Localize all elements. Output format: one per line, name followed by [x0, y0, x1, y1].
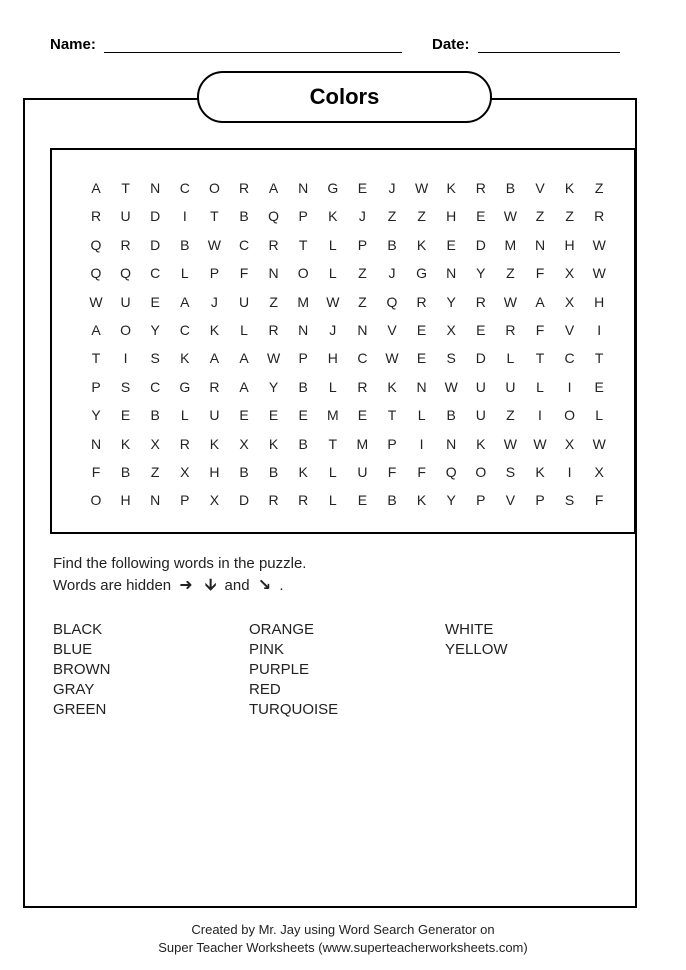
grid-letter[interactable]: V — [387, 322, 397, 338]
grid-letter[interactable]: E — [239, 407, 249, 424]
grid-letter[interactable]: X — [564, 435, 575, 452]
date-field[interactable] — [432, 36, 620, 53]
grid-letter[interactable]: S — [564, 492, 575, 509]
grid-letter[interactable]: Y — [446, 492, 456, 509]
grid-letter[interactable]: Z — [506, 265, 515, 282]
grid-letter[interactable]: U — [475, 378, 486, 395]
word-item: BLACK — [53, 621, 103, 638]
grid-letter[interactable]: D — [150, 236, 161, 253]
grid-letter[interactable]: M — [356, 435, 369, 452]
grid-letter[interactable]: A — [209, 350, 220, 367]
word-item: BLUE — [53, 641, 93, 658]
grid-letter[interactable]: Z — [150, 464, 160, 480]
grid-letter[interactable]: T — [328, 435, 338, 452]
word-item: PINK — [249, 641, 285, 658]
grid-letter[interactable]: W — [207, 236, 221, 253]
grid-letter[interactable]: F — [239, 265, 249, 282]
grid-letter[interactable]: K — [180, 350, 190, 367]
grid-letter[interactable]: R — [268, 236, 279, 253]
grid-letter[interactable]: P — [209, 265, 220, 282]
grid-letter[interactable]: N — [446, 265, 457, 282]
grid-letter[interactable]: K — [476, 435, 486, 452]
word-item: BROWN — [53, 661, 111, 678]
grid-letter[interactable]: N — [298, 180, 309, 196]
grid-letter[interactable]: L — [328, 236, 337, 253]
grid-letter[interactable]: K — [535, 464, 545, 480]
grid-letter[interactable]: C — [238, 236, 250, 253]
grid-letter[interactable]: A — [239, 378, 249, 395]
grid-letter[interactable]: Z — [387, 208, 397, 225]
grid-letter[interactable]: B — [239, 208, 249, 225]
grid-letter[interactable]: K — [268, 435, 279, 452]
grid-letter[interactable]: X — [564, 265, 575, 282]
grid-letter[interactable]: E — [357, 407, 368, 424]
grid-letter[interactable]: F — [535, 322, 545, 338]
page-title: Colors — [309, 84, 380, 109]
grid-letter[interactable]: P — [357, 236, 368, 253]
grid-letter[interactable]: R — [209, 378, 220, 395]
arrow-down-icon: 🡫 — [204, 577, 217, 594]
grid-letter[interactable]: Q — [386, 293, 398, 310]
grid-letter[interactable]: R — [238, 180, 250, 196]
grid-letter[interactable]: Y — [91, 407, 101, 424]
grid-letter[interactable]: W — [592, 236, 606, 253]
grid-letter[interactable]: S — [120, 378, 131, 395]
grid-letter[interactable]: B — [298, 378, 308, 395]
grid-letter[interactable]: B — [180, 236, 190, 253]
grid-letter[interactable]: I — [419, 435, 424, 452]
grid-letter[interactable]: T — [298, 236, 308, 253]
grid-letter[interactable]: S — [505, 464, 516, 480]
grid-letter[interactable]: Z — [506, 407, 515, 424]
grid-letter[interactable]: W — [89, 293, 103, 310]
grid-letter[interactable]: U — [475, 407, 486, 424]
grid-letter[interactable]: K — [416, 236, 427, 253]
grid-letter[interactable]: M — [297, 293, 310, 310]
word-list-column-3 — [445, 620, 508, 660]
grid-letter[interactable]: Z — [358, 265, 367, 282]
grid-letter[interactable]: E — [357, 180, 368, 196]
grid-letter[interactable]: E — [416, 322, 427, 338]
grid-letter[interactable]: U — [120, 208, 131, 225]
name-label: Name: — [50, 36, 96, 53]
grid-letter[interactable]: E — [268, 407, 279, 424]
grid-letter[interactable]: G — [179, 378, 191, 395]
grid-letter[interactable]: I — [182, 208, 187, 225]
grid-letter[interactable]: N — [90, 435, 102, 452]
grid-letter[interactable]: R — [120, 236, 131, 253]
grid-letter[interactable]: X — [239, 435, 249, 452]
grid-letter[interactable]: K — [209, 322, 220, 338]
grid-letter[interactable]: L — [328, 464, 337, 480]
grid-letter[interactable]: C — [150, 265, 161, 282]
grid-letter[interactable]: R — [475, 293, 486, 310]
grid-letter[interactable]: B — [268, 464, 279, 480]
instruction-period: . — [279, 577, 284, 594]
grid-letter[interactable]: H — [564, 236, 575, 253]
grid-letter[interactable]: D — [150, 208, 161, 225]
date-label: Date: — [432, 36, 470, 53]
grid-letter[interactable]: Y — [476, 265, 486, 282]
grid-letter[interactable]: K — [564, 180, 575, 196]
grid-letter[interactable]: H — [209, 464, 220, 480]
grid-letter[interactable]: A — [268, 180, 279, 196]
grid-letter[interactable]: V — [535, 180, 545, 196]
grid-letter[interactable]: R — [268, 322, 279, 338]
grid-letter[interactable]: Y — [150, 322, 160, 338]
grid-letter[interactable]: P — [535, 492, 545, 509]
grid-letter[interactable]: Z — [594, 180, 604, 196]
grid-letter[interactable]: R — [475, 180, 486, 196]
grid-letter[interactable]: Q — [90, 265, 102, 282]
grid-letter[interactable]: G — [327, 180, 339, 196]
word-item: RED — [249, 681, 281, 698]
grid-letter[interactable]: L — [328, 378, 337, 395]
grid-letter[interactable]: N — [357, 322, 368, 338]
grid-letter[interactable]: P — [91, 378, 101, 395]
grid-letter[interactable]: L — [595, 407, 604, 424]
grid-letter[interactable]: W — [592, 265, 606, 282]
grid-letter[interactable]: P — [298, 208, 308, 225]
grid-letter[interactable]: B — [298, 435, 308, 452]
word-item: GRAY — [53, 681, 95, 698]
grid-letter[interactable]: O — [475, 464, 487, 480]
grid-letter[interactable]: U — [357, 464, 368, 480]
grid-letter[interactable]: R — [416, 293, 427, 310]
grid-letter[interactable]: U — [120, 293, 131, 310]
grid-letter[interactable]: G — [416, 265, 428, 282]
word-item: TURQUOISE — [249, 701, 339, 718]
grid-letter[interactable]: O — [90, 492, 102, 509]
title-banner — [197, 71, 492, 123]
grid-letter[interactable]: I — [123, 350, 128, 367]
grid-letter[interactable]: Q — [445, 464, 457, 480]
grid-letter[interactable]: K — [120, 435, 131, 452]
grid-letter[interactable]: T — [594, 350, 604, 367]
grid-letter[interactable]: C — [179, 322, 190, 338]
grid-letter[interactable]: Z — [565, 208, 574, 225]
grid-letter[interactable]: R — [179, 435, 190, 452]
grid-letter[interactable]: B — [239, 464, 249, 480]
grid-letter[interactable]: F — [387, 464, 397, 480]
grid-letter[interactable]: L — [536, 378, 544, 395]
grid-letter[interactable]: W — [444, 378, 458, 395]
grid-letter[interactable]: R — [357, 378, 368, 395]
grid-letter[interactable]: T — [121, 180, 130, 196]
grid-letter[interactable]: O — [297, 265, 309, 282]
grid-letter[interactable]: E — [446, 236, 456, 253]
grid-letter[interactable]: X — [150, 435, 160, 452]
grid-letter[interactable]: F — [535, 265, 545, 282]
grid-letter[interactable]: H — [120, 492, 131, 509]
grid-letter[interactable]: L — [417, 407, 426, 424]
grid-letter[interactable]: H — [327, 350, 338, 367]
grid-letter[interactable]: R — [298, 492, 309, 509]
grid-letter[interactable]: X — [594, 464, 604, 480]
grid-letter[interactable]: B — [150, 407, 160, 424]
grid-letter[interactable]: K — [446, 180, 456, 196]
grid-letter[interactable]: K — [387, 378, 397, 395]
grid-letter[interactable]: Z — [358, 293, 367, 310]
word-item: YELLOW — [445, 641, 508, 658]
grid-letter[interactable]: M — [326, 407, 339, 424]
word-item: WHITE — [445, 621, 494, 638]
grid-letter[interactable]: Z — [417, 208, 426, 225]
name-field[interactable] — [50, 36, 402, 53]
grid-letter[interactable]: L — [180, 265, 189, 282]
word-item: GREEN — [53, 701, 107, 718]
grid-letter[interactable]: C — [357, 350, 368, 367]
grid-letter[interactable]: R — [505, 322, 516, 338]
grid-letter[interactable]: A — [239, 350, 249, 367]
grid-letter[interactable]: K — [328, 208, 338, 225]
grid-letter[interactable]: W — [592, 435, 606, 452]
instruction-and: and — [224, 577, 250, 594]
grid-letter[interactable]: D — [475, 236, 486, 253]
grid-letter[interactable]: I — [567, 378, 572, 395]
word-item: PURPLE — [249, 661, 310, 678]
grid-letter[interactable]: W — [385, 350, 399, 367]
grid-letter[interactable]: E — [476, 208, 486, 225]
grid-letter[interactable]: H — [446, 208, 457, 225]
grid-letter[interactable]: S — [150, 350, 160, 367]
grid-letter[interactable]: R — [594, 208, 605, 225]
date-line[interactable] — [478, 40, 620, 53]
grid-letter[interactable]: P — [387, 435, 397, 452]
grid-letter[interactable]: X — [180, 464, 190, 480]
grid-letter[interactable]: L — [328, 492, 337, 509]
grid-letter[interactable]: N — [150, 492, 161, 509]
grid-letter[interactable]: C — [150, 378, 161, 395]
grid-letter[interactable]: W — [503, 293, 517, 310]
grid-letter[interactable]: B — [387, 236, 397, 253]
grid-letter[interactable]: E — [594, 378, 604, 395]
grid-letter[interactable]: C — [564, 350, 575, 367]
grid-letter[interactable]: H — [594, 293, 605, 310]
grid-letter[interactable]: Y — [268, 378, 279, 395]
footer-credit-line-1: Created by Mr. Jay using Word Search Generator on — [191, 922, 495, 937]
grid-letter[interactable]: B — [446, 407, 456, 424]
grid-letter[interactable]: A — [91, 322, 101, 338]
grid-letter[interactable]: N — [416, 378, 427, 395]
footer-credit-line-2: Super Teacher Worksheets (www.superteacherworksheets.com) — [158, 940, 528, 955]
grid-letter[interactable]: T — [535, 350, 545, 367]
grid-letter[interactable]: T — [91, 350, 101, 367]
arrow-right-icon: ➜ — [179, 577, 193, 594]
grid-letter[interactable]: Q — [120, 265, 132, 282]
instruction-line-1: Find the following words in the puzzle. — [53, 555, 307, 572]
grid-letter[interactable]: E — [416, 350, 427, 367]
grid-letter[interactable]: C — [179, 180, 190, 196]
grid-letter[interactable]: I — [567, 464, 572, 480]
puzzle-box — [50, 148, 636, 534]
grid-letter[interactable]: T — [210, 208, 219, 225]
grid-letter[interactable]: P — [476, 492, 486, 509]
grid-letter[interactable]: B — [120, 464, 131, 480]
word-item: ORANGE — [249, 621, 315, 638]
instruction-line-2 — [53, 574, 284, 601]
grid-letter[interactable]: B — [387, 492, 397, 509]
grid-letter[interactable]: J — [210, 293, 218, 310]
grid-letter[interactable]: L — [240, 322, 248, 338]
grid-letter[interactable]: U — [505, 378, 516, 395]
grid-letter[interactable]: Y — [446, 293, 456, 310]
grid-letter[interactable]: F — [91, 464, 101, 480]
arrow-down-right-icon: ↘ — [257, 577, 272, 594]
grid-letter[interactable]: A — [535, 293, 545, 310]
grid-letter[interactable]: U — [238, 293, 250, 310]
grid-letter[interactable]: E — [150, 293, 160, 310]
grid-letter[interactable]: N — [534, 236, 546, 253]
grid-letter[interactable]: E — [298, 407, 308, 424]
grid-letter[interactable]: W — [503, 435, 517, 452]
instruction-prefix: Words are hidden — [53, 577, 172, 594]
grid-letter[interactable]: U — [209, 407, 220, 424]
grid-letter[interactable]: E — [357, 492, 368, 509]
grid-letter[interactable]: Z — [535, 208, 545, 225]
grid-letter[interactable]: X — [564, 293, 575, 310]
grid-letter[interactable]: W — [266, 350, 281, 367]
grid-letter[interactable]: J — [358, 208, 366, 225]
grid-letter[interactable]: F — [594, 492, 604, 509]
grid-letter[interactable]: O — [208, 180, 220, 196]
grid-letter[interactable]: W — [414, 180, 429, 196]
grid-letter[interactable]: F — [417, 464, 426, 480]
grid-letter[interactable]: W — [533, 435, 547, 452]
grid-letter[interactable]: L — [180, 407, 189, 424]
grid-letter[interactable]: E — [476, 322, 486, 338]
grid-letter[interactable]: A — [180, 293, 190, 310]
name-line[interactable] — [104, 40, 402, 53]
grid-letter[interactable]: R — [268, 492, 279, 509]
grid-letter[interactable]: X — [446, 322, 456, 338]
grid-letter[interactable]: N — [268, 265, 279, 282]
word-list-column-1 — [53, 620, 111, 720]
grid-letter[interactable]: W — [503, 208, 517, 225]
grid-letter[interactable]: J — [388, 265, 396, 282]
grid-letter[interactable]: Z — [269, 293, 278, 310]
grid-letter[interactable]: I — [597, 322, 602, 338]
grid-letter[interactable]: K — [416, 492, 427, 509]
grid-letter[interactable]: J — [329, 322, 337, 338]
grid-letter[interactable]: L — [506, 350, 515, 367]
grid-letter[interactable]: K — [209, 435, 220, 452]
grid-letter[interactable]: N — [298, 322, 309, 338]
grid-letter[interactable]: P — [298, 350, 308, 367]
grid-letter[interactable]: P — [180, 492, 190, 509]
grid-letter[interactable]: D — [475, 350, 486, 367]
grid-letter[interactable]: B — [505, 180, 516, 196]
grid-letter[interactable]: J — [388, 180, 396, 196]
grid-letter[interactable]: M — [504, 236, 517, 253]
grid-letter[interactable]: W — [326, 293, 340, 310]
grid-letter[interactable]: N — [446, 435, 457, 452]
grid-letter[interactable]: V — [564, 322, 575, 338]
grid-letter[interactable]: O — [564, 407, 576, 424]
grid-letter[interactable]: N — [150, 180, 161, 196]
grid-letter[interactable]: A — [91, 180, 101, 196]
grid-letter[interactable]: I — [538, 407, 542, 424]
grid-letter[interactable]: O — [120, 322, 132, 338]
grid-letter[interactable]: S — [446, 350, 456, 367]
grid-letter[interactable]: Q — [90, 236, 102, 253]
grid-letter[interactable]: Q — [268, 208, 280, 225]
grid-letter[interactable]: E — [120, 407, 131, 424]
grid-letter[interactable]: D — [238, 492, 250, 509]
grid-letter[interactable]: K — [298, 464, 308, 480]
grid-letter[interactable]: V — [505, 492, 516, 509]
grid-letter[interactable]: R — [90, 208, 102, 225]
grid-letter[interactable]: T — [387, 407, 397, 424]
grid-letter[interactable]: L — [328, 265, 337, 282]
grid-letter[interactable]: X — [209, 492, 220, 509]
word-list-column-2 — [249, 620, 338, 720]
